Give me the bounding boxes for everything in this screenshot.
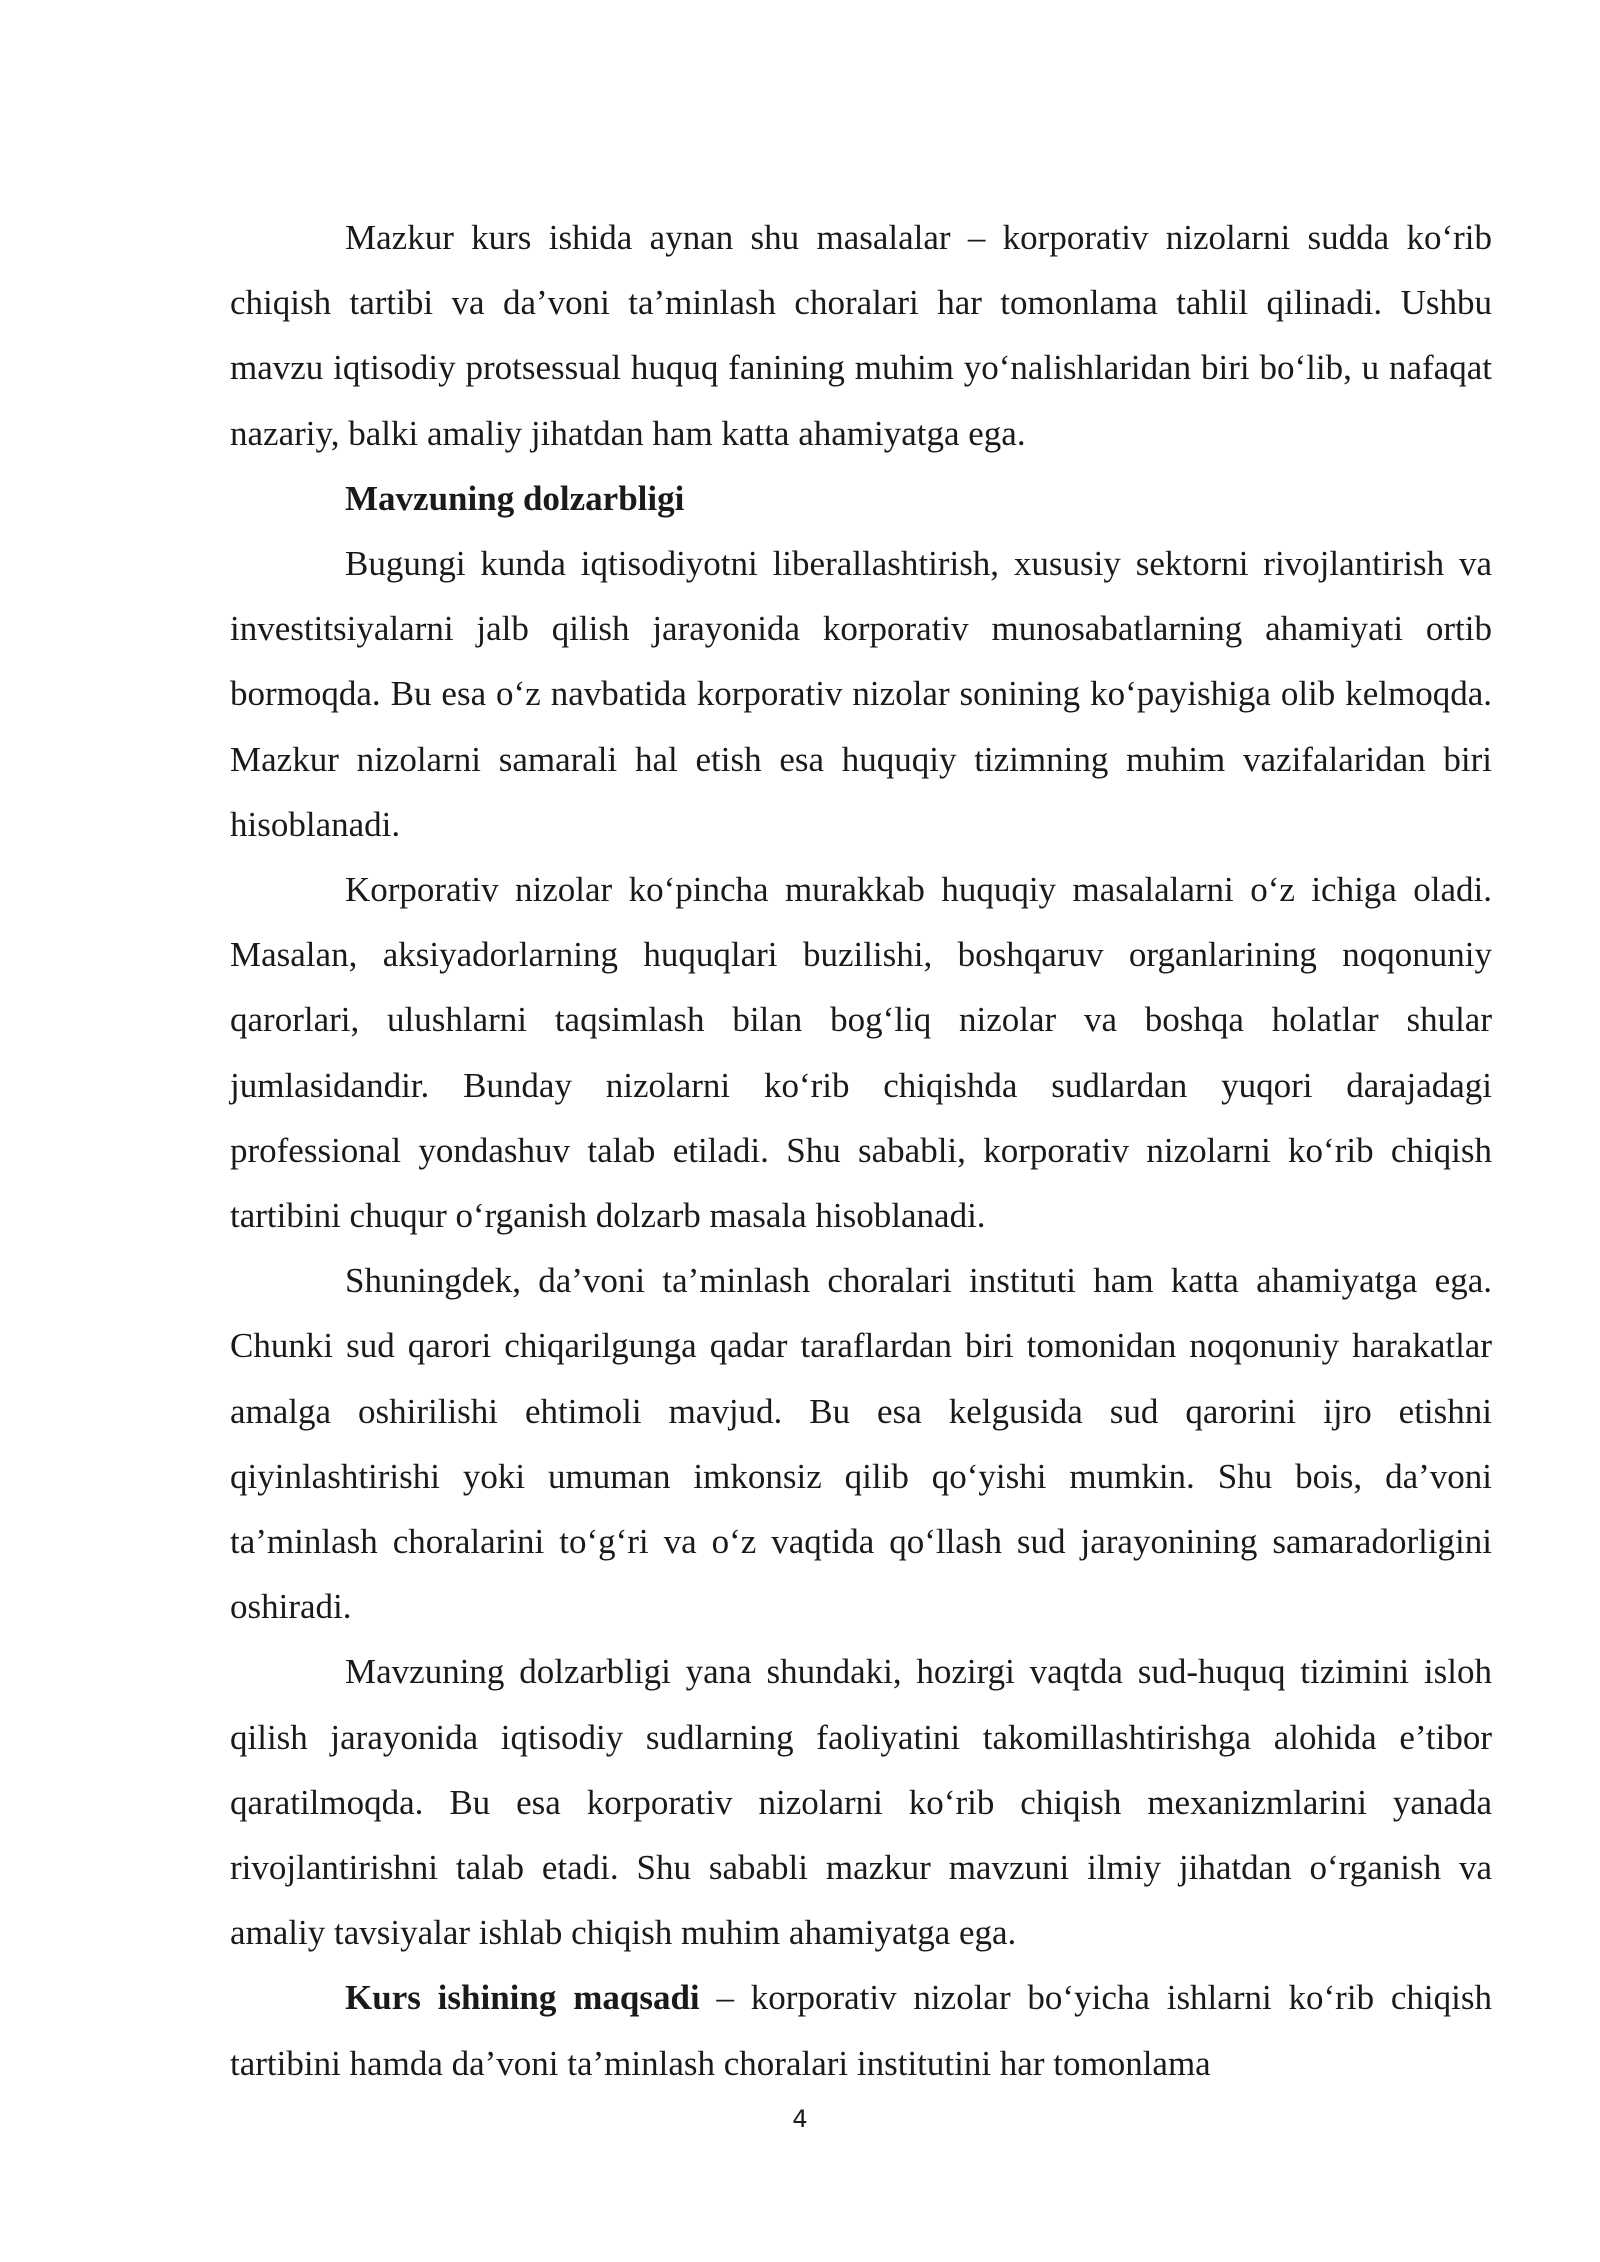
document-body [230,205,1492,2096]
heading-relevance: Mavzuning dolzarbligi [345,478,685,518]
paragraph-intro: Mazkur kurs ishida aynan shu masalalar – korporativ nizolarni sudda ko‘rib chiqish tartibi va da’voni ta’minlash choralari har tomonlama tahlil qilinadi. Ushbu mavzu iqtisodiy protsessual huquq fanining muhim yo‘nalishlaridan biri bo‘lib, u nafaqat nazariy, balki amaliy jihatdan ham katta ahamiyatga ega. [230,218,1492,453]
page-number: 4 [792,2105,808,2133]
paragraph-relevance-3: Shuningdek, da’voni ta’minlash choralari instituti ham katta ahamiyatga ega. Chunki sud qarori chiqarilgunga qadar taraflardan biri tomonidan noqonuniy harakatlar amalga oshirilishi ehtimoli mavjud. Bu esa kelgusida sud qarorini ijro etishni qiyinlashtirishi yoki umuman imkonsiz qilib qo‘yishi mumkin. Shu bois, da’voni ta’minlash choralarini to‘g‘ri va o‘z vaqtida qo‘llash sud jarayonining samaradorligini oshiradi. [230,1261,1492,1627]
paragraph-relevance-4: Mavzuning dolzarbligi yana shundaki, hozirgi vaqtda sud-huquq tizimini isloh qilish jarayonida iqtisodiy sudlarning faoliyatini takomillashtirishga alohida e’tibor qaratilmoqda. Bu esa korporativ nizolarni ko‘rib chiqish mexanizmlarini yanada rivojlantirishni talab etadi. Shu sababli mazkur mavzuni ilmiy jihatdan o‘rganish va amaliy tavsiyalar ishlab chiqish muhim ahamiyatga ega. [230,1652,1492,1953]
goal-text: – korporativ nizolar bo‘yicha ishlarni ko‘rib chiqish tartibini hamda da’voni ta’minlash choralari institutini har tomonlama [230,1978,1492,2083]
paragraph-goal [230,1965,1492,2095]
paragraph-relevance-2: Korporativ nizolar ko‘pincha murakkab huquqiy masalalarni o‘z ichiga oladi. Masalan, aksiyadorlarning huquqlari buzilishi, boshqaruv organlarining noqonuniy qarorlari, ulushlarni taqsimlash bilan bog‘liq nizolar va boshqa holatlar shular jumlasidandir. Bunday nizolarni ko‘rib chiqishda sudlardan yuqori darajadagi professional yondashuv talab etiladi. Shu sababli, korporativ nizolarni ko‘rib chiqish tartibini chuqur o‘rganish dolzarb masala hisoblanadi. [230,870,1492,1236]
paragraph-relevance-1: Bugungi kunda iqtisodiyotni liberallashtirish, xususiy sektorni rivojlantirish va investitsiyalarni jalb qilish jarayonida korporativ munosabatlarning ahamiyati ortib bormoqda. Bu esa o‘z navbatida korporativ nizolar sonining ko‘payishiga olib kelmoqda. Mazkur nizolarni samarali hal etish esa huquqiy tizimning muhim vazifalaridan biri hisoblanadi. [230,544,1492,844]
goal-label: Kurs ishining maqsadi [345,1978,700,2018]
